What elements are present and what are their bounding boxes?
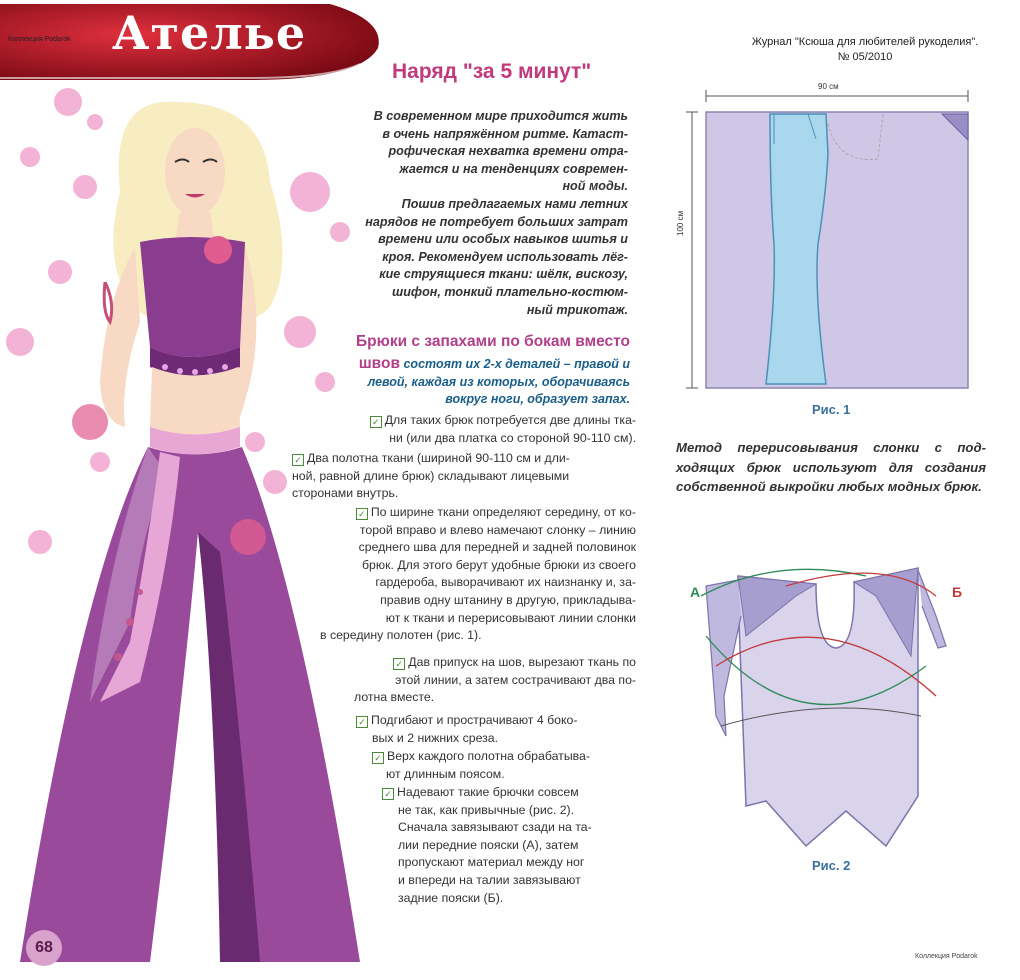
footer-collection: Коллекция Podarok bbox=[915, 953, 978, 960]
step-6: ✓ Верх каждого полотна обрабатыва- ют длинным поясом. bbox=[372, 748, 636, 783]
journal-info: Журнал "Ксюша для любителей рукоделия". № 05/2010 bbox=[751, 36, 979, 63]
figure-2-caption: Рис. 2 bbox=[812, 858, 851, 873]
pants-subheading: Брюки с запахами по бокам вместо bbox=[355, 333, 630, 350]
figure-2-diagram bbox=[686, 556, 966, 866]
step-4: ✓ Дав припуск на шов, вырезают ткань по этой линии, а затем сострачивают два по- лотна вместе. bbox=[354, 655, 636, 705]
intro-paragraph: В современном мире приходится жить в очень напряжённом ритме. Катаст- рофическая нехватка времени отра- жается и на тенденциях современ- ной моды. Пошив предлагаемых нами летних нарядов не потребует больших затрат времени или особых навыков шитья и кроя. Рекомендуем использовать лёг- кие струящиеся ткани: шёлк, вискозу, шифон, тонкий плательно-костюм- ный трикотаж. bbox=[365, 109, 628, 317]
page-number: 68 bbox=[26, 930, 62, 966]
pants-description: швов состоят их 2-х деталей – правой и левой, каждая из которых, оборачиваясь вокруг ноги, образует запах. bbox=[358, 355, 630, 406]
collection-label: Коллекция Podarok bbox=[8, 36, 71, 43]
step-1: ✓ Для таких брюк потребуется две длины тка- ни (или два платка со стороной 90-110 см). bbox=[314, 412, 636, 447]
fig2-label-a: А bbox=[690, 584, 701, 600]
fig1-height-label: 100 см bbox=[676, 210, 685, 236]
step-7: ✓ Надевают такие брючки совсем не так, как привычные (рис. 2). Сначала завязывают сзади на та- лии передние пояски (А), затем пропускают материал между ног и впереди на талии завязывают задние пояски (Б). bbox=[382, 784, 634, 907]
step-5: ✓ Подгибают и прострачивают 4 боко- вых и 2 нижних среза. bbox=[356, 712, 636, 747]
step-2: ✓ Два полотна ткани (шириной 90-110 см и дли- ной, равной длине брюк) складывают лицевыми сторонами внутрь. bbox=[292, 451, 570, 501]
method-paragraph: Метод перерисовывания слонки с под-ходящих брюк используют для создания собственной выкройки любых модных брюк. bbox=[676, 440, 986, 494]
fig1-width-label: 90 см bbox=[818, 82, 839, 91]
figure-1-caption: Рис. 1 bbox=[812, 402, 851, 417]
section-title: Ателье bbox=[112, 6, 307, 60]
figure-1-diagram bbox=[678, 84, 978, 404]
step-3: ✓ По ширине ткани определяют середину, от ко- торой вправо и влево намечают слонку – линию среднего шва для передней и задней половинок брюк. Для этого берут удобные брюки из своего гардероба, выворачивают их наизнанку и, за- правив одну штанину в другую, прикладыва- ют к ткани и перерисовывают линии слонки в середину полотен (рис. 1). bbox=[320, 505, 636, 643]
article-heading: Наряд "за 5 минут" bbox=[392, 60, 592, 83]
fig2-label-b: Б bbox=[952, 584, 963, 600]
